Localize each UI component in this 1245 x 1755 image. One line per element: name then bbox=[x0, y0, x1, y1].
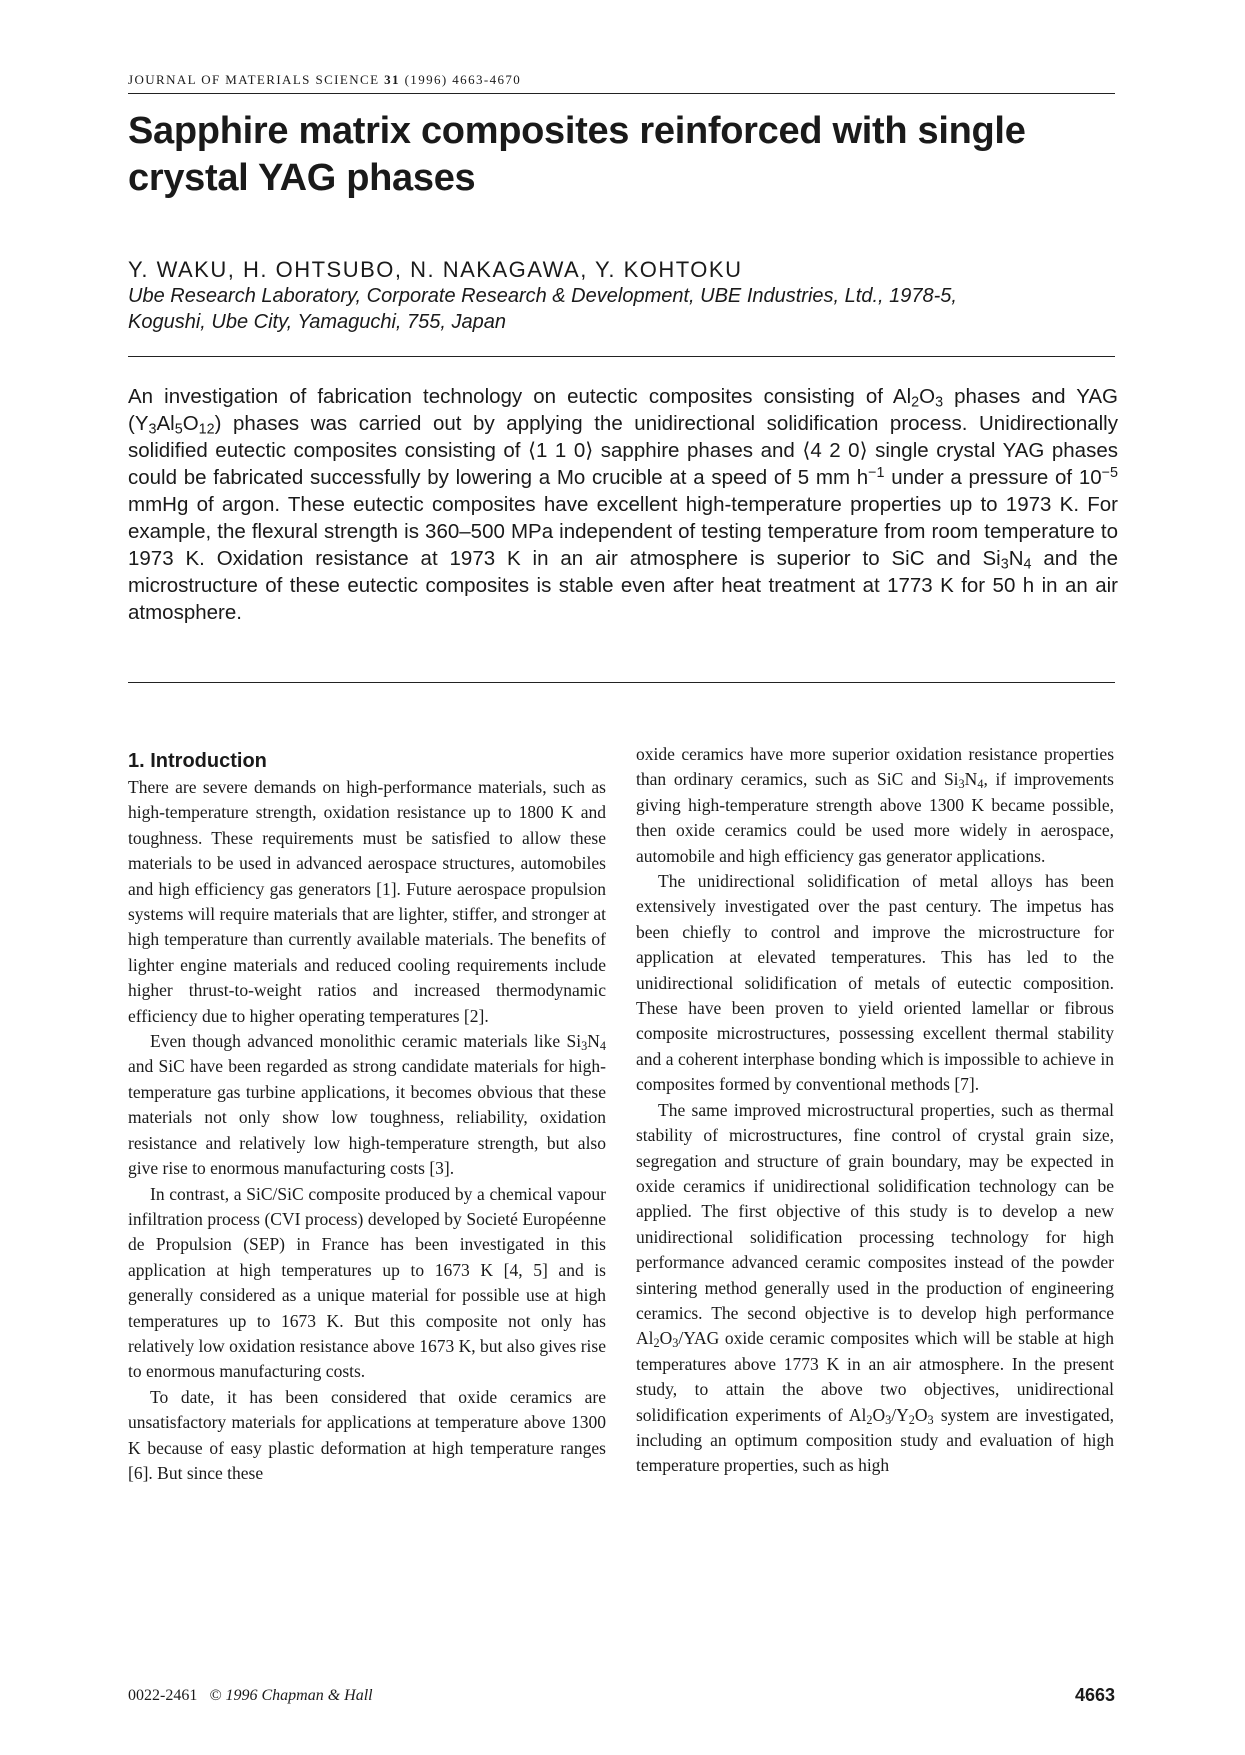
authors: Y. WAKU, H. OHTSUBO, N. NAKAGAWA, Y. KOHTOKU bbox=[128, 257, 743, 282]
affiliation-line-1: Ube Research Laboratory, Corporate Research & Development, UBE Industries, Ltd., 1978-5, bbox=[128, 285, 957, 307]
left-column bbox=[128, 748, 606, 1486]
footer-left bbox=[128, 1687, 373, 1705]
abstract: An investigation of fabrication technology on eutectic composites consisting of $Al_2O_3$ phases and YAG $(Y_3Al_5O_{12})$ phases was carried out by applying the unidirectional solidification process. Unidirectionally solidified eutectic composites consisting of ⟨1 1 0⟩ sapphire phases and ⟨4 2 0⟩ single crystal YAG phases could be fabricated successfully by lowering a Mo crucible at a speed of 5 mm $h^{-1}$ under a pressure of $10^{-5}$ mmHg of argon. These eutectic composites have excellent high-temperature properties up to 1973 K. For example, the flexural strength is 360–500 MPa independent of testing temperature from room temperature to 1973 K. Oxidation resistance at 1973 K in an air atmosphere is superior to SiC and $Si_3N_4$ and the microstructure of these eutectic composites is stable even after heat treatment at 1773 K for 50 h in an air atmosphere. bbox=[128, 385, 1118, 624]
right-column bbox=[636, 742, 1114, 1479]
article-title: Sapphire matrix composites reinforced with single crystal YAG phases bbox=[128, 110, 1026, 199]
journal-name: JOURNAL OF MATERIALS SCIENCE bbox=[128, 72, 380, 87]
paragraph: There are severe demands on high-performance materials, such as high-temperature strength, oxidation resistance up to 1800 K and toughness. These requirements must be satisfied to allow these materials to be used in advanced aerospace structures, automobiles and high efficiency gas generators [1]. Future aerospace propulsion systems will require materials that are lighter, stiffer, and stronger at high temperature than currently available materials. The benefits of lighter engine materials and reduced cooling requirements include higher thrust-to-weight ratios and increased thermodynamic efficiency due to higher operating temperatures [2]. bbox=[128, 777, 606, 1026]
abstract-bottom-rule bbox=[128, 682, 1115, 683]
journal-volume: 31 bbox=[384, 72, 400, 87]
section-heading: 1. Introduction bbox=[128, 750, 267, 772]
issn-code: 0022-2461 bbox=[128, 1687, 198, 1704]
paragraph: The same improved microstructural properties, such as thermal stability of microstructures, fine control of crystal grain size, segregation and structure of grain boundary, may be expected in oxide ceramics if unidirectional solidification technology can be applied. The first objective of this study is to develop a new unidirectional solidification processing technology for high performance advanced ceramic composites instead of the powder sintering method generally used in the production of engineering ceramics. The second objective is to develop high performance $Al_2O_3$/YAG oxide ceramic composites which will be stable at high temperatures above 1773 K in an air atmosphere. In the present study, to attain the above two objectives, unidirectional solidification experiments of $Al_2O_3/Y_2O_3$ system are investigated, including an optimum composition study and evaluation of high temperature properties, such as high bbox=[636, 1099, 1114, 1476]
paragraph: oxide ceramics have more superior oxidation resistance properties than ordinary ceramics, such as SiC and $Si_3N_4$, if improvements giving high-temperature strength above 1300 K became possible, then oxide ceramics could be used more widely in aerospace, automobile and high efficiency gas generator applications. bbox=[636, 744, 1114, 866]
copyright: © 1996 Chapman & Hall bbox=[209, 1687, 373, 1704]
running-head bbox=[128, 72, 521, 88]
paragraph: Even though advanced monolithic ceramic materials like $Si_3N_4$ and SiC have been regarded as strong candidate materials for high-temperature gas turbine applications, it becomes obvious that these materials not only show low toughness, reliability, oxidation resistance and relatively low high-temperature strength, but also give rise to enormous manufacturing costs [3]. bbox=[128, 1031, 606, 1179]
paragraph: In contrast, a SiC/SiC composite produced by a chemical vapour infiltration process (CVI process) developed by Societé Européenne de Propulsion (SEP) in France has been investigated in this application at high temperatures up to 1673 K [4, 5] and is generally considered as a unique material for possible use at high temperatures up to 1673 K. But this composite not only has relatively low oxidation resistance above 1673 K, but also gives rise to enormous manufacturing costs. bbox=[128, 1183, 606, 1382]
paragraph: The unidirectional solidification of metal alloys has been extensively investigated over the past century. The impetus has been chiefly to control and improve the microstructure for application at elevated temperatures. This has led to the unidirectional solidification of metals of eutectic composition. These have been proven to yield oriented lamellar or fibrous composite microstructures, possessing excellent thermal stability and a coherent interphase bonding which is impossible to achieve in composites formed by conventional methods [7]. bbox=[636, 871, 1114, 1095]
affiliation bbox=[128, 283, 1118, 335]
affiliation-line-2: Kogushi, Ube City, Yamaguchi, 755, Japan bbox=[128, 311, 507, 333]
paragraph: To date, it has been considered that oxide ceramics are unsatisfactory materials for applications at temperature above 1300 K because of easy plastic deformation at high temperature ranges [6]. But since these bbox=[128, 1386, 606, 1483]
header-rule bbox=[128, 93, 1115, 94]
journal-year-pages: (1996) 4663-4670 bbox=[404, 72, 522, 87]
page-number: 4663 bbox=[1074, 1685, 1115, 1705]
abstract-top-rule bbox=[128, 356, 1115, 357]
